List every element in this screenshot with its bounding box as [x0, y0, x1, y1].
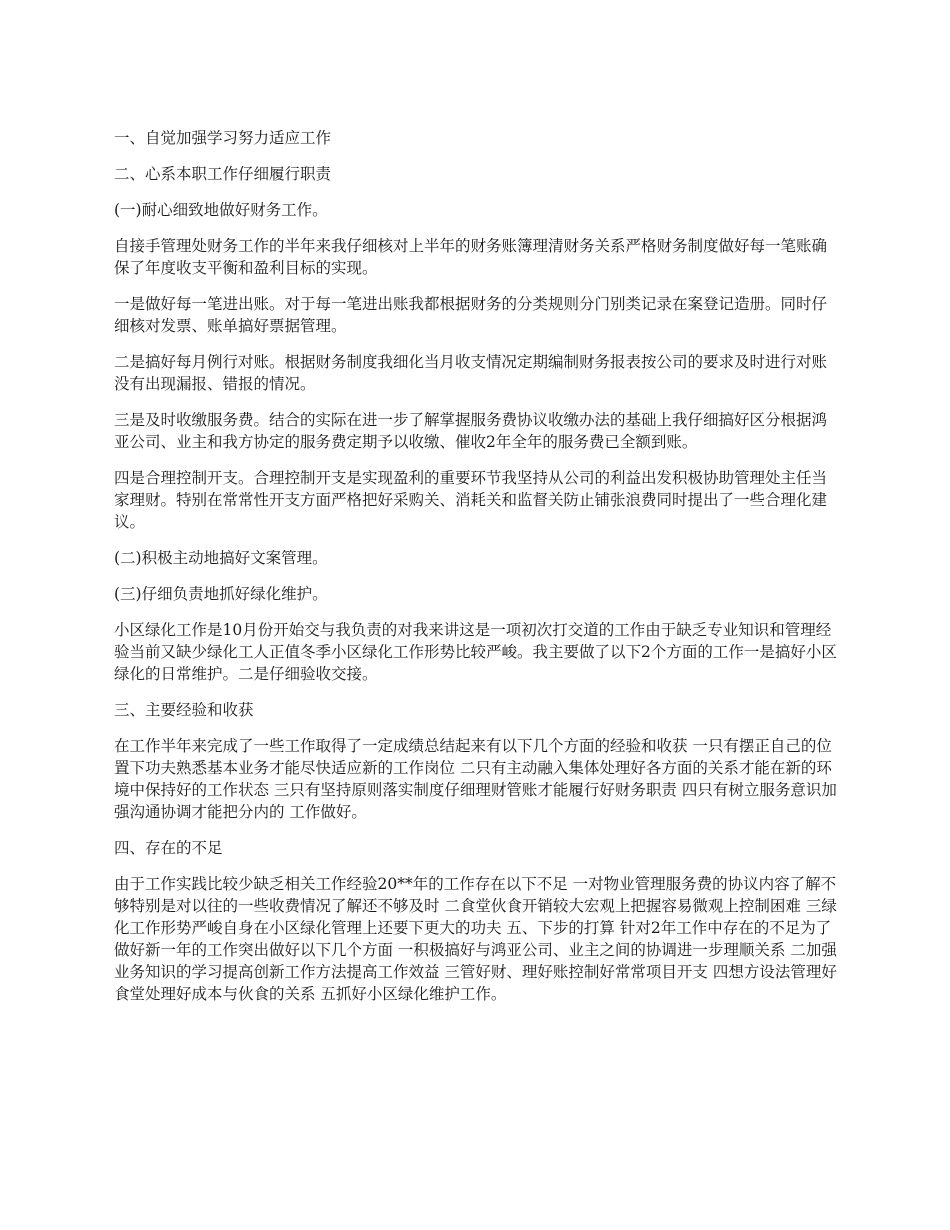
subheading-2-1: (一)耐心细致地做好财务工作。 [114, 201, 328, 219]
paragraph-point-2: 二是搞好每月例行对账。根据财务制度我细化当月收支情况定期编制财务报表按公司的要求及时进行对账没有出现漏报、错报的情况。 [114, 353, 828, 393]
paragraph-point-4: 四是合理控制开支。合理控制开支是实现盈利的重要环节我坚持从公司的利益出发积极协助管理处主任当家理财。特别在常常性开支方面严格把好采购关、消耗关和监督关防止铺张浪费同时提出了一些合理化建议。 [114, 469, 828, 531]
subheading-2-2: (二)积极主动地搞好文案管理。 [114, 549, 328, 567]
paragraph-shortcomings: 由于工作实践比较少缺乏相关工作经验20**年的工作存在以下不足 一对物业管理服务费的协议内容了解不够特别是对以往的一些收费情况了解还不够及时 二食堂伙食开销较大宏观上把握容易微观上控制困难 三绿化工作形势严峻自身在小区绿化管理上还要下更大的功夫 五、下步的打算 针对2年工作中存在的不足为了做好新一年的工作突出做好以下几个方面 一积极搞好与鸿亚公司、业主之间的协调进一步理顺关系 二加强业务知识的学习提高创新工作方法提高工作效益 三管好财、理好账控制好常常项目开支 四想方设法管理好食堂处理好成本与伙食的关系 五抓好小区绿化维护工作。 [114, 875, 837, 1003]
subheading-2-3: (三)仔细负责地抓好绿化维护。 [114, 585, 328, 603]
document-body [114, 127, 840, 1019]
paragraph-experience: 在工作半年来完成了一些工作取得了一定成绩总结起来有以下几个方面的经验和收获 一只有摆正自己的位置下功夫熟悉基本业务才能尽快适应新的工作岗位 二只有主动融入集体处理好各方面的关系才能在新的环境中保持好的工作状态 三只有坚持原则落实制度仔细理财管账才能履行好财务职责 四只有树立服务意识加强沟通协调才能把分内的 工作做好。 [114, 737, 837, 821]
paragraph-greening: 小区绿化工作是10月份开始交与我负责的对我来讲这是一项初次打交道的工作由于缺乏专业知识和管理经验当前又缺少绿化工人正值冬季小区绿化工作形势比较严峻。我主要做了以下2个方面的工作一是搞好小区绿化的日常维护。二是仔细验收交接。 [114, 621, 837, 683]
paragraph-point-1: 一是做好每一笔进出账。对于每一笔进出账我都根据财务的分类规则分门别类记录在案登记造册。同时仔细核对发票、账单搞好票据管理。 [114, 295, 828, 335]
paragraph-finance-summary: 自接手管理处财务工作的半年来我仔细核对上半年的财务账簿理清财务关系严格财务制度做好每一笔账确保了年度收支平衡和盈利目标的实现。 [114, 237, 828, 277]
heading-2: 二、心系本职工作仔细履行职责 [114, 165, 332, 183]
heading-1: 一、自觉加强学习努力适应工作 [114, 129, 332, 147]
heading-3: 三、主要经验和收获 [114, 701, 254, 719]
paragraph-point-3: 三是及时收缴服务费。结合的实际在进一步了解掌握服务费协议收缴办法的基础上我仔细搞好区分根据鸿亚公司、业主和我方协定的服务费定期予以收缴、催收2年全年的服务费已全额到账。 [114, 411, 828, 451]
heading-4: 四、存在的不足 [114, 839, 223, 857]
